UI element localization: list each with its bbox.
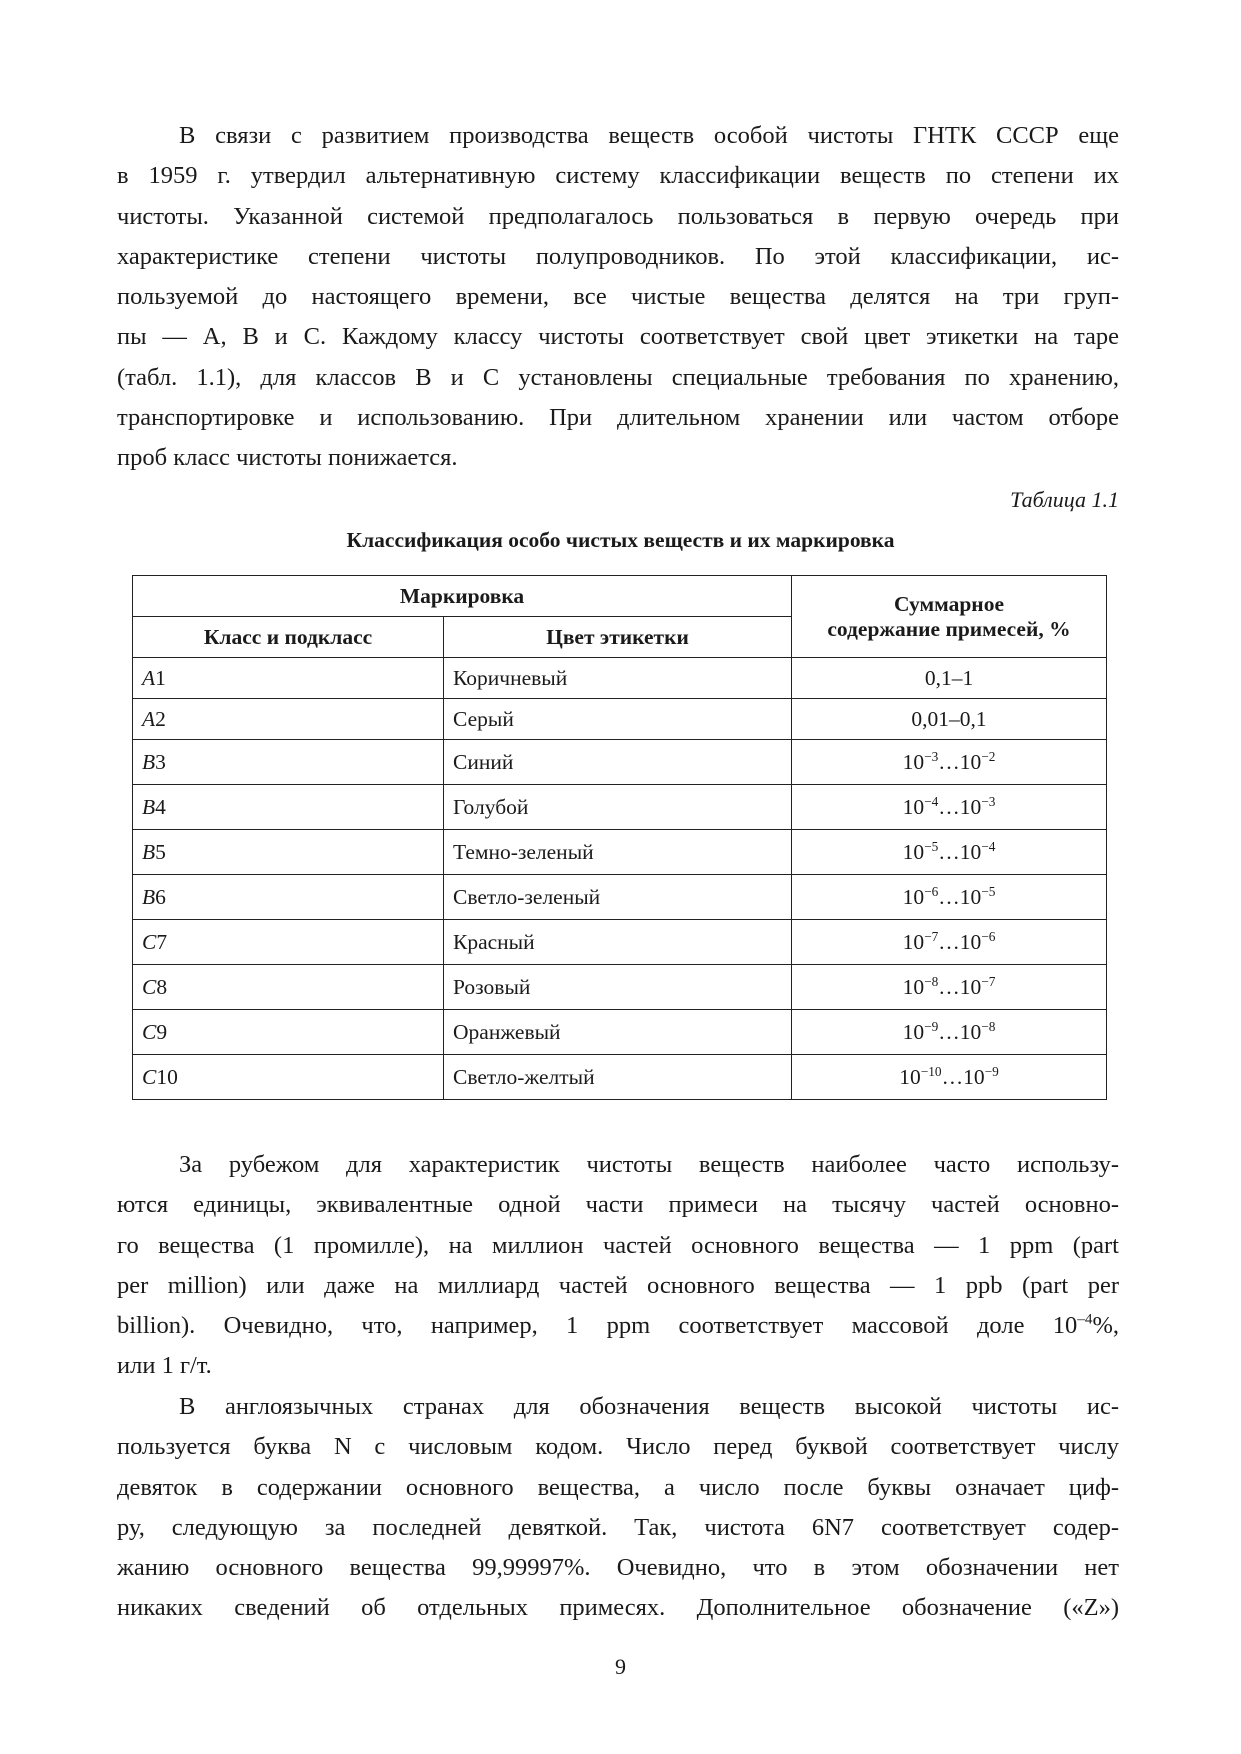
text-run: 10 [902, 749, 925, 774]
text-line [117, 1588, 1119, 1628]
text-run: 10 [902, 929, 925, 954]
class-cell [133, 785, 444, 830]
class-cell [133, 1055, 444, 1100]
class-cell [133, 658, 444, 699]
table-row [133, 785, 1107, 830]
text-run: 0,1–1 [924, 665, 974, 690]
header-label-color: Цвет этикетки [444, 617, 792, 658]
text-line [117, 1468, 1119, 1508]
impurity-content-cell [792, 785, 1107, 830]
text-run: В англоязычных странах для обозначения веществ высокой чистоты ис- [179, 1393, 1119, 1420]
class-letter: C [142, 1019, 157, 1044]
header-impurity-line2: содержание примесей, % [827, 616, 1071, 641]
paragraph-1 [117, 116, 1119, 479]
superscript-exponent: −8 [981, 1018, 996, 1034]
text-run: 10 [899, 1064, 921, 1089]
superscript-exponent: −5 [981, 883, 996, 899]
impurity-content-cell [792, 740, 1107, 785]
table-caption: Таблица 1.1 [1010, 487, 1119, 512]
text-line [117, 1185, 1119, 1225]
table-row [133, 1055, 1107, 1100]
class-cell [133, 920, 444, 965]
subclass-number: 4 [155, 794, 166, 819]
table-row [133, 1010, 1107, 1055]
subclass-number: 2 [155, 706, 166, 731]
text-run: никаких сведений об отдельных примесях. Дополнительное обозначение («Z») [117, 1594, 1119, 1622]
table-row [133, 699, 1107, 740]
header-marking: Маркировка [133, 576, 792, 617]
text-line [117, 116, 1119, 156]
superscript-exponent: –4 [1077, 1310, 1093, 1328]
text-line [117, 1145, 1119, 1185]
class-letter: C [142, 1064, 157, 1089]
table-row [133, 875, 1107, 920]
class-letter: A [142, 706, 156, 731]
text-line [117, 398, 1119, 438]
text-line [117, 1346, 1119, 1386]
text-run: транспортировке и использованию. При длительном хранении или частом отборе [117, 404, 1119, 432]
superscript-exponent: −6 [981, 928, 996, 944]
text-run: го вещества (1 промилле), на миллион частей основного вещества — 1 ppm (part [117, 1231, 1119, 1259]
text-line [117, 317, 1119, 357]
label-color-cell: Оранжевый [444, 1010, 792, 1055]
superscript-exponent: −8 [924, 973, 939, 989]
label-color-cell: Светло-зеленый [444, 875, 792, 920]
label-color-cell: Темно-зеленый [444, 830, 792, 875]
class-letter: C [142, 974, 157, 999]
text-run: …10 [938, 794, 982, 819]
table-row [133, 920, 1107, 965]
class-cell [133, 830, 444, 875]
text-run: характеристике степени чистоты полупроводников. По этой классификации, ис- [117, 242, 1119, 270]
label-color-cell: Голубой [444, 785, 792, 830]
impurity-content-cell [792, 830, 1107, 875]
class-cell [133, 740, 444, 785]
text-run: в 1959 г. утвердил альтернативную систему классификации веществ по степени их [117, 162, 1119, 190]
text-run: …10 [938, 839, 982, 864]
text-line [117, 1427, 1119, 1467]
classification-table [132, 575, 1107, 1100]
class-cell [133, 965, 444, 1010]
superscript-exponent: −7 [924, 928, 939, 944]
superscript-exponent: −3 [924, 748, 939, 764]
label-color-cell: Розовый [444, 965, 792, 1010]
superscript-exponent: −7 [981, 973, 996, 989]
text-run: …10 [938, 884, 982, 909]
impurity-content-cell [792, 965, 1107, 1010]
class-letter: C [142, 929, 157, 954]
text-run: …10 [938, 974, 982, 999]
text-run: 10 [902, 1019, 925, 1044]
text-line [117, 438, 1119, 478]
class-cell [133, 699, 444, 740]
subclass-number: 10 [156, 1064, 178, 1089]
class-cell [133, 1010, 444, 1055]
impurity-content-cell [792, 1055, 1107, 1100]
superscript-exponent: −3 [981, 793, 996, 809]
superscript-exponent: −5 [924, 838, 939, 854]
text-run: ются единицы, эквивалентные одной части примеси на тысячу частей основно- [117, 1191, 1119, 1219]
text-run: …10 [938, 749, 982, 774]
text-run: пы — А, В и С. Каждому классу чистоты соответствует свой цвет этикетки на таре [117, 323, 1119, 351]
text-run: В связи с развитием производства веществ особой чистоты ГНТК СССР еще [179, 122, 1119, 149]
impurity-content-cell [792, 658, 1107, 699]
text-line [117, 237, 1119, 277]
text-run: 10 [902, 974, 925, 999]
text-line [117, 1306, 1119, 1346]
table-title: Классификация особо чистых веществ и их маркировка [346, 528, 895, 552]
text-run: жанию основного вещества 99,99997%. Очевидно, что в этом обозначении нет [117, 1554, 1119, 1582]
subclass-number: 8 [156, 974, 168, 999]
text-run: 0,01–0,1 [911, 706, 987, 731]
class-letter: B [142, 749, 156, 774]
subclass-number: 3 [155, 749, 166, 774]
subclass-number: 5 [155, 839, 166, 864]
label-color-cell: Красный [444, 920, 792, 965]
paragraph-3 [117, 1387, 1119, 1629]
impurity-content-cell [792, 920, 1107, 965]
text-line [117, 1548, 1119, 1588]
text-line [117, 1266, 1119, 1306]
superscript-exponent: −4 [981, 838, 996, 854]
superscript-exponent: −6 [924, 883, 939, 899]
table-row [133, 830, 1107, 875]
text-run: или 1 г/т. [117, 1352, 212, 1380]
text-line [117, 1508, 1119, 1548]
text-run: чистоты. Указанной системой предполагалось пользоваться в первую очередь при [117, 202, 1119, 230]
text-line [117, 277, 1119, 317]
superscript-exponent: −2 [981, 748, 996, 764]
text-run: проб класс чистоты понижается. [117, 444, 458, 472]
text-line [117, 358, 1119, 398]
subclass-number: 9 [156, 1019, 168, 1044]
text-line [117, 1387, 1119, 1427]
table-row [133, 965, 1107, 1010]
text-run: 10 [902, 884, 925, 909]
label-color-cell: Синий [444, 740, 792, 785]
label-color-cell: Коричневый [444, 658, 792, 699]
impurity-content-cell [792, 875, 1107, 920]
superscript-exponent: −9 [924, 1018, 939, 1034]
impurity-content-cell [792, 1010, 1107, 1055]
class-letter: B [142, 884, 156, 909]
text-run: 10 [902, 794, 925, 819]
superscript-exponent: −10 [920, 1063, 942, 1079]
label-color-cell: Серый [444, 699, 792, 740]
header-impurity-content [792, 576, 1107, 658]
class-letter: A [142, 665, 156, 690]
header-impurity-line1: Суммарное [894, 591, 1004, 616]
subclass-number: 7 [156, 929, 168, 954]
text-run: пользуется буква N с числовым кодом. Число перед буквой соответствует числу [117, 1433, 1119, 1461]
table-row [133, 658, 1107, 699]
subclass-number: 6 [155, 884, 166, 909]
class-cell [133, 875, 444, 920]
text-run: …10 [938, 929, 982, 954]
text-run: …10 [938, 1019, 982, 1044]
text-run: пользуемой до настоящего времени, все чистые вещества делятся на три груп- [117, 283, 1119, 311]
text-run: 10 [902, 839, 925, 864]
text-line [117, 156, 1119, 196]
text-run: (табл. 1.1), для классов В и С установлены специальные требования по хранению, [117, 363, 1119, 391]
class-letter: B [142, 794, 156, 819]
label-color-cell: Светло-желтый [444, 1055, 792, 1100]
class-letter: B [142, 839, 156, 864]
header-class: Класс и подкласс [133, 617, 444, 658]
subclass-number: 1 [155, 665, 166, 690]
table-row [133, 740, 1107, 785]
superscript-exponent: −4 [924, 793, 939, 809]
text-run: %, [1092, 1312, 1119, 1340]
text-run: billion). Очевидно, что, например, 1 ppm соответствует массовой доле 10 [117, 1312, 1078, 1340]
text-line [117, 1226, 1119, 1266]
text-line [117, 197, 1119, 237]
text-run: За рубежом для характеристик чистоты веществ наиболее часто использу- [179, 1151, 1119, 1178]
text-run: девяток в содержании основного вещества, а число после буквы означает циф- [117, 1473, 1119, 1501]
paragraph-2 [117, 1145, 1119, 1387]
page-number: 9 [615, 1654, 626, 1679]
text-run: …10 [941, 1064, 985, 1089]
superscript-exponent: −9 [984, 1063, 999, 1079]
impurity-content-cell [792, 699, 1107, 740]
text-run: per million) или даже на миллиард частей основного вещества — 1 ppb (part per [117, 1271, 1119, 1299]
text-run: ру, следующую за последней девяткой. Так, чистота 6N7 соответствует содер- [117, 1513, 1119, 1541]
